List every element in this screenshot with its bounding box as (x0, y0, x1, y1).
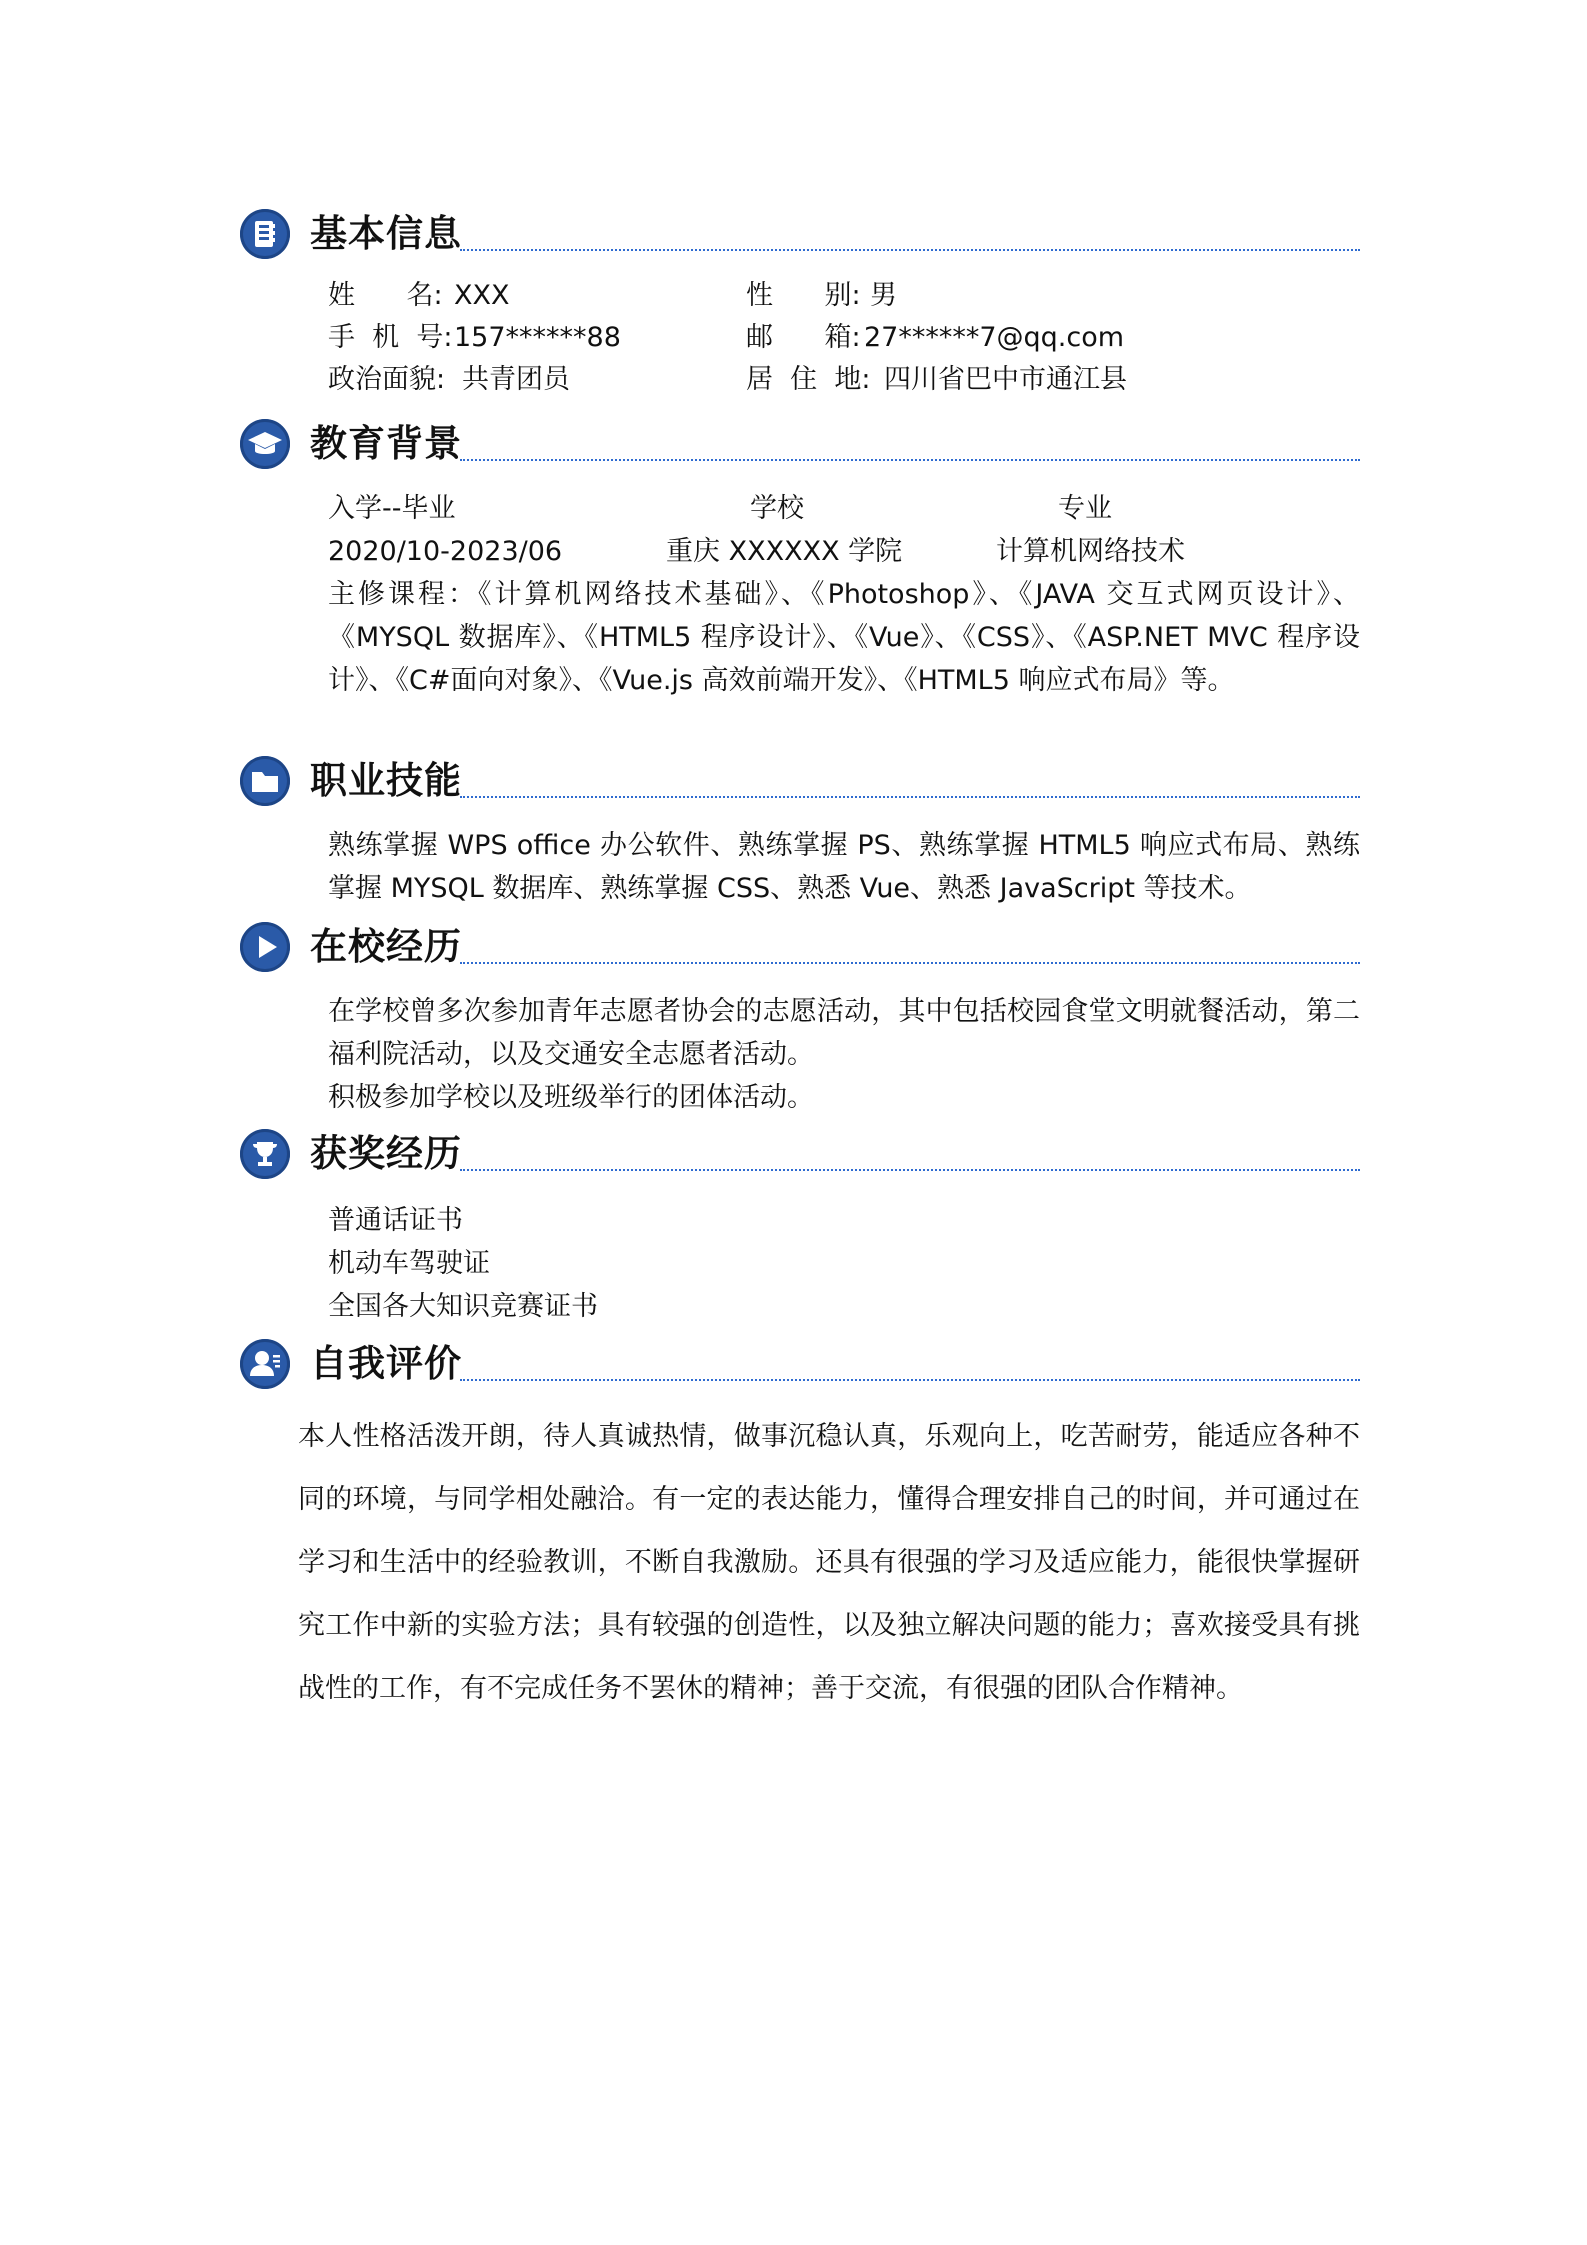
email-label: 邮 箱: (746, 322, 861, 353)
section-header (240, 205, 1360, 265)
section-divider (460, 249, 1360, 251)
education-table (328, 487, 1360, 702)
campus-text (328, 990, 1360, 1119)
section-awards (240, 1125, 1360, 1328)
political-label: 政治面貌: (328, 364, 446, 395)
column-header: 专业 (1058, 493, 1112, 524)
address-label: 居 住 地: (746, 364, 871, 395)
education-school: 重庆 XXXXXX 学院 (666, 536, 903, 567)
campus-line: 在学校曾多次参加青年志愿者协会的志愿活动，其中包括校园食堂文明就餐活动，第二福利院活动，以及交通安全志愿者活动。 (328, 996, 1360, 1070)
section-title: 在校经历 (310, 925, 462, 968)
section-title: 基本信息 (310, 212, 462, 255)
basic-info-grid (328, 275, 1360, 401)
section-divider (460, 796, 1360, 798)
education-header-row (328, 487, 1360, 530)
self-evaluation-text: 本人性格活泼开朗，待人真诚热情，做事沉稳认真，乐观向上，吃苦耐劳，能适应各种不同的环境，与同学相处融洽。有一定的表达能力，懂得合理安排自己的时间，并可通过在学习和生活中的经验教训，不断自我激励。还具有很强的学习及适应能力，能很快掌握研究工作中新的实验方法；具有较强的创造性，以及独立解决问题的能力；喜欢接受具有挑战性的工作，有不完成任务不罢休的精神；善于交流，有很强的团队合作精神。 (298, 1421, 1360, 1704)
graduation-cap-icon (240, 419, 290, 469)
section-divider (460, 459, 1360, 461)
email-value: 27******7@qq.com (864, 322, 1125, 353)
address-value: 四川省巴中市通江县 (884, 364, 1127, 395)
education-dates: 2020/10-2023/06 (328, 536, 563, 567)
section-header (240, 918, 1360, 978)
section-self-eval (240, 1335, 1360, 1720)
awards-list (328, 1199, 1360, 1328)
phone-label: 手 机 号: (328, 322, 453, 353)
campus-line: 积极参加学校以及班级举行的团体活动。 (328, 1082, 814, 1113)
list-item: 全国各大知识竞赛证书 (328, 1291, 598, 1322)
info-row (328, 359, 1360, 401)
section-title: 自我评价 (310, 1342, 462, 1385)
section-title: 获奖经历 (310, 1132, 462, 1175)
info-row (328, 317, 1360, 359)
section-header (240, 1125, 1360, 1185)
section-divider (460, 962, 1360, 964)
section-title: 教育背景 (310, 422, 462, 465)
user-icon (240, 1339, 290, 1389)
education-courses: 主修课程：《计算机网络技术基础》、《Photoshop》、《JAVA 交互式网页设计》、《MYSQL 数据库》、《HTML5 程序设计》、《Vue》、《CSS》、《ASP.NET MVC 程序设计》、《C#面向对象》、《Vue.js 高效前端开发》、《HTML5 响应式布局》等。 (328, 579, 1360, 696)
section-divider (460, 1379, 1360, 1381)
skills-text: 熟练掌握 WPS office 办公软件、熟练掌握 PS、熟练掌握 HTML5 响应式布局、熟练掌握 MYSQL 数据库、熟练掌握 CSS、熟悉 Vue、熟悉 JavaScript 等技术。 (328, 830, 1360, 904)
list-item: 机动车驾驶证 (328, 1248, 490, 1279)
info-row (328, 275, 1360, 317)
notebook-icon (240, 209, 290, 259)
education-major: 计算机网络技术 (996, 536, 1185, 567)
section-divider (460, 1169, 1360, 1171)
section-basic-info (240, 205, 1360, 401)
column-header: 入学--毕业 (328, 493, 456, 524)
section-header (240, 1335, 1360, 1395)
gender-label: 性 别: (746, 280, 861, 311)
folder-icon (240, 756, 290, 806)
column-header: 学校 (750, 493, 804, 524)
trophy-icon (240, 1129, 290, 1179)
name-value: XXX (454, 280, 510, 311)
gender-value: 男 (870, 280, 897, 311)
section-skills (240, 752, 1360, 910)
education-row (328, 530, 1360, 573)
name-label: 姓 名: (328, 280, 443, 311)
play-icon (240, 922, 290, 972)
section-title: 职业技能 (310, 759, 462, 802)
section-education (240, 415, 1360, 702)
phone-value: 157******88 (454, 322, 621, 353)
section-campus (240, 918, 1360, 1119)
section-header (240, 415, 1360, 475)
list-item: 普通话证书 (328, 1205, 463, 1236)
section-header (240, 752, 1360, 812)
political-value: 共青团员 (462, 364, 570, 395)
